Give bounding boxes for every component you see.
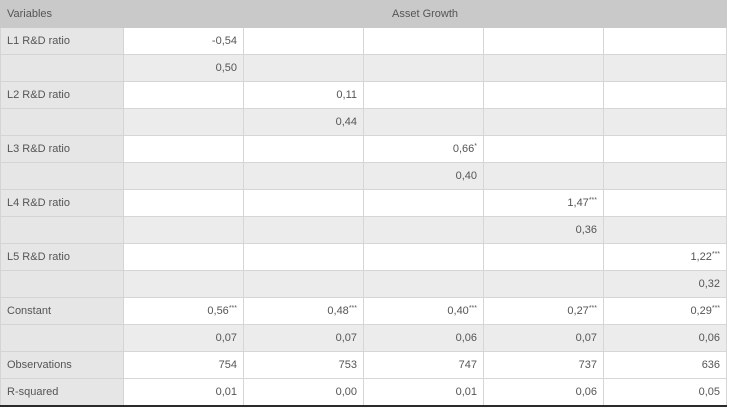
table-row bbox=[1, 298, 727, 325]
table-cell bbox=[244, 55, 364, 82]
cell-value: 0,07 bbox=[335, 332, 357, 344]
significance-stars: *** bbox=[588, 197, 597, 204]
significance-stars: *** bbox=[228, 305, 237, 312]
table-cell bbox=[364, 271, 484, 298]
table-row bbox=[1, 244, 727, 271]
table-cell bbox=[484, 28, 604, 55]
cell-value: 754 bbox=[218, 359, 237, 371]
std-error-row bbox=[1, 55, 727, 82]
table-cell bbox=[604, 217, 727, 244]
table-cell bbox=[244, 325, 364, 352]
cell-value: 0,36 bbox=[575, 224, 597, 236]
table-cell bbox=[124, 352, 244, 379]
header-row bbox=[1, 1, 727, 28]
table-cell bbox=[604, 163, 727, 190]
variable-label: L4 R&D ratio bbox=[1, 190, 124, 217]
variable-label bbox=[1, 163, 124, 190]
table-cell bbox=[124, 28, 244, 55]
variable-label bbox=[1, 217, 124, 244]
table-row bbox=[1, 352, 727, 379]
variables-header: Variables bbox=[1, 1, 124, 28]
variable-label bbox=[1, 325, 124, 352]
variable-label bbox=[1, 109, 124, 136]
cell-value: 0,27 bbox=[567, 305, 589, 317]
table-cell bbox=[604, 55, 727, 82]
table-cell bbox=[244, 82, 364, 109]
table-cell bbox=[364, 217, 484, 244]
table-cell bbox=[484, 190, 604, 217]
significance-stars: *** bbox=[711, 305, 721, 312]
asset-growth-header: Asset Growth bbox=[124, 1, 727, 28]
std-error-row bbox=[1, 109, 727, 136]
table-cell bbox=[484, 55, 604, 82]
cell-value: 0,40 bbox=[455, 170, 477, 182]
cell-value: 0,06 bbox=[575, 385, 597, 398]
table-cell bbox=[244, 298, 364, 325]
table-cell bbox=[364, 298, 484, 325]
table-cell bbox=[364, 325, 484, 352]
std-error-row bbox=[1, 163, 727, 190]
table-cell bbox=[244, 271, 364, 298]
variable-label: L2 R&D ratio bbox=[1, 82, 124, 109]
cell-value: 0,32 bbox=[698, 278, 721, 290]
table-cell bbox=[604, 325, 727, 352]
table-row bbox=[1, 136, 727, 163]
table-cell bbox=[364, 379, 484, 406]
variable-label: Constant bbox=[1, 298, 124, 325]
significance-stars: * bbox=[474, 143, 477, 150]
significance-stars: *** bbox=[348, 305, 357, 312]
cell-value: 1,22 bbox=[690, 251, 712, 263]
table-cell bbox=[244, 163, 364, 190]
significance-stars: *** bbox=[711, 251, 721, 258]
table-cell bbox=[124, 163, 244, 190]
table-cell bbox=[364, 244, 484, 271]
cell-value: 0,01 bbox=[455, 385, 477, 398]
cell-value: 0,06 bbox=[698, 332, 721, 344]
variable-label bbox=[1, 55, 124, 82]
table-cell bbox=[124, 55, 244, 82]
table-cell bbox=[364, 163, 484, 190]
table-cell bbox=[364, 109, 484, 136]
table-cell bbox=[124, 217, 244, 244]
cell-value: 0,50 bbox=[215, 62, 237, 74]
variable-label: L1 R&D ratio bbox=[1, 28, 124, 55]
table-cell bbox=[604, 109, 727, 136]
cell-value: 0,11 bbox=[336, 89, 357, 101]
table-cell bbox=[604, 271, 727, 298]
table-cell bbox=[124, 109, 244, 136]
table-cell bbox=[124, 244, 244, 271]
table-cell bbox=[244, 352, 364, 379]
table-cell bbox=[124, 325, 244, 352]
cell-value: -0,54 bbox=[211, 35, 237, 47]
table-cell bbox=[124, 298, 244, 325]
table-cell bbox=[604, 298, 727, 325]
std-error-row bbox=[1, 325, 727, 352]
cell-value: 0,29 bbox=[690, 305, 712, 317]
table-cell bbox=[244, 28, 364, 55]
cell-value: 0,07 bbox=[215, 332, 237, 344]
table-cell bbox=[364, 136, 484, 163]
table-cell bbox=[364, 82, 484, 109]
table-cell bbox=[484, 217, 604, 244]
variable-label: L3 R&D ratio bbox=[1, 136, 124, 163]
table-cell bbox=[484, 163, 604, 190]
table-cell bbox=[364, 352, 484, 379]
significance-stars: *** bbox=[468, 305, 477, 312]
std-error-row bbox=[1, 217, 727, 244]
cell-value: 0,56 bbox=[207, 305, 229, 317]
table-cell bbox=[484, 352, 604, 379]
table-cell bbox=[244, 190, 364, 217]
table-row bbox=[1, 82, 727, 109]
table-cell bbox=[484, 298, 604, 325]
cell-value: 636 bbox=[701, 359, 721, 371]
table-cell bbox=[604, 82, 727, 109]
cell-value: 0,06 bbox=[455, 332, 477, 344]
table-cell bbox=[124, 379, 244, 406]
std-error-row bbox=[1, 271, 727, 298]
table-cell bbox=[244, 217, 364, 244]
table-cell bbox=[364, 190, 484, 217]
table-cell bbox=[484, 325, 604, 352]
table-cell bbox=[364, 28, 484, 55]
table-cell bbox=[604, 379, 727, 406]
variable-label bbox=[1, 271, 124, 298]
significance-stars: *** bbox=[588, 305, 597, 312]
table-cell bbox=[484, 136, 604, 163]
cell-value: 1,47 bbox=[567, 197, 589, 209]
table-cell bbox=[244, 379, 364, 406]
variable-label: R-squared bbox=[1, 379, 124, 406]
table-cell bbox=[604, 28, 727, 55]
table-cell bbox=[484, 379, 604, 406]
table-cell bbox=[124, 82, 244, 109]
table-cell bbox=[244, 109, 364, 136]
table-cell bbox=[604, 352, 727, 379]
cell-value: 737 bbox=[578, 359, 597, 371]
cell-value: 747 bbox=[458, 359, 477, 371]
cell-value: 0,66 bbox=[452, 143, 475, 155]
cell-value: 753 bbox=[338, 359, 357, 371]
table-cell bbox=[484, 244, 604, 271]
table-row bbox=[1, 28, 727, 55]
cell-value: 0,05 bbox=[698, 385, 721, 398]
table-cell bbox=[604, 136, 727, 163]
cell-value: 0,07 bbox=[575, 332, 597, 344]
table-cell bbox=[484, 109, 604, 136]
variable-label: Observations bbox=[1, 352, 124, 379]
cell-value: 0,40 bbox=[447, 305, 469, 317]
table-cell bbox=[364, 55, 484, 82]
table-cell bbox=[484, 82, 604, 109]
cell-value: 0,01 bbox=[215, 385, 237, 398]
table-row bbox=[1, 379, 727, 406]
table-row bbox=[1, 190, 727, 217]
cell-value: 0,00 bbox=[335, 385, 357, 398]
table-cell bbox=[124, 190, 244, 217]
cell-value: 0,48 bbox=[327, 305, 349, 317]
table-cell bbox=[124, 271, 244, 298]
table-cell bbox=[244, 244, 364, 271]
variable-label: L5 R&D ratio bbox=[1, 244, 124, 271]
table-cell bbox=[604, 190, 727, 217]
table-cell bbox=[124, 136, 244, 163]
table-cell bbox=[244, 136, 364, 163]
table-cell bbox=[484, 271, 604, 298]
cell-value: 0,44 bbox=[335, 116, 357, 128]
table-cell bbox=[604, 244, 727, 271]
